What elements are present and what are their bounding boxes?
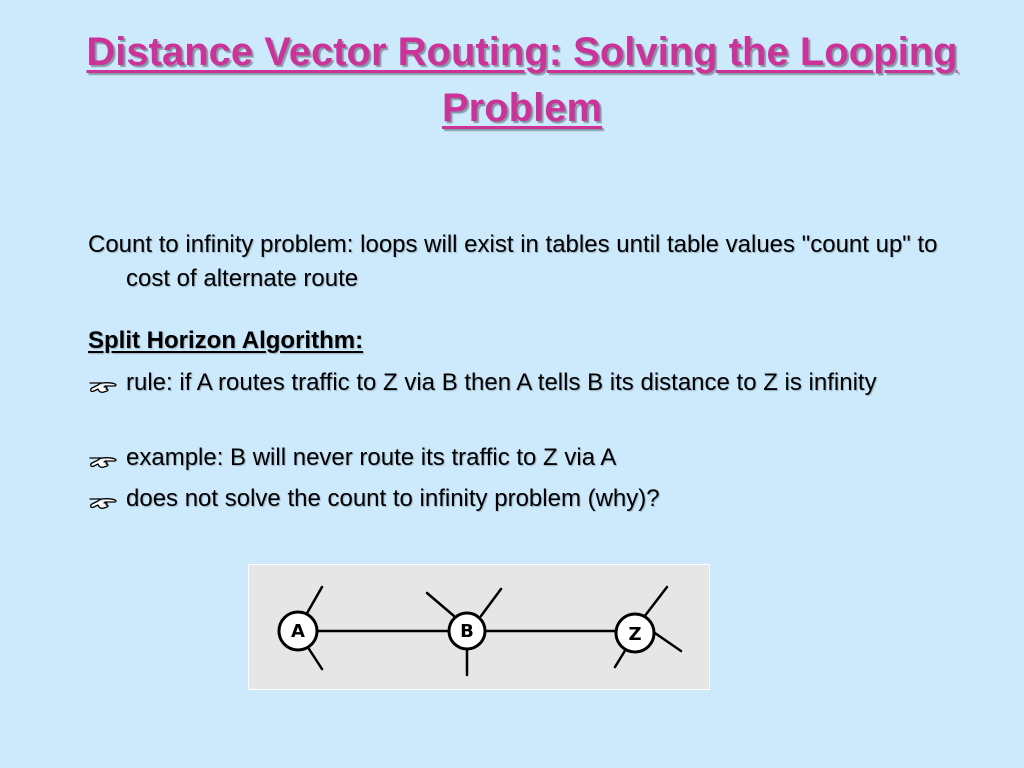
node-z-label: Z: [628, 624, 642, 645]
pointing-hand-icon: [88, 372, 118, 394]
pointing-hand-icon: [88, 488, 118, 510]
bullet-text: rule: if A routes traffic to Z via B then A tells B its distance to Z is infinity: [126, 369, 877, 396]
pointing-hand-icon: [88, 447, 118, 469]
count-to-infinity-paragraph: Count to infinity problem: loops will exist in tables until table values "count up" to cost of alternate route: [88, 231, 938, 292]
bullet-item: [88, 441, 938, 475]
bullet-item: [88, 482, 938, 516]
node-b-label: B: [460, 621, 474, 642]
split-horizon-heading: Split Horizon Algorithm:: [88, 327, 364, 354]
slide-title: Distance Vector Routing: Solving the Looping Problem: [86, 30, 958, 130]
network-diagram: [248, 564, 710, 690]
bullet-text: does not solve the count to infinity problem (why)?: [126, 485, 660, 512]
bullet-item: [88, 366, 938, 400]
node-a-label: A: [291, 621, 305, 642]
bullet-text: example: B will never route its traffic to Z via A: [126, 444, 617, 471]
